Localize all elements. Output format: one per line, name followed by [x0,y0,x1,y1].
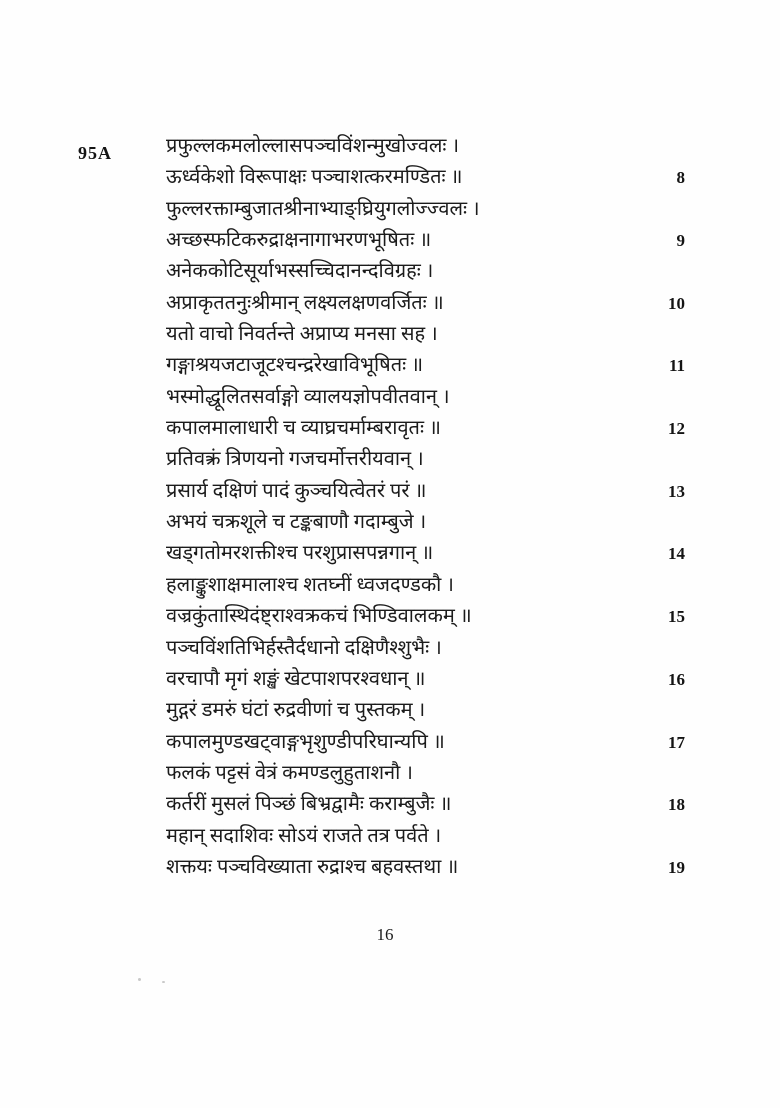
verse-number: 15 [668,607,685,627]
verse-number: 14 [668,544,685,564]
page-number: 16 [376,925,394,944]
scan-speck [138,978,141,981]
verse-line [166,601,685,632]
verse-text: अनेककोटिसूर्याभस्सच्चिदानन्दविग्रहः । [166,260,434,283]
verse-line [166,256,685,287]
verse-text: मुद्गरं डमरुं घंटां रुद्रवीणां च पुस्तकम् । [166,699,426,722]
verse-number: 19 [668,857,685,877]
verse-line [166,225,685,256]
verse-text: ऊर्ध्वकेशो विरूपाक्षः पञ्चाशत्करमण्डितः ॥ [166,166,463,189]
verse-text: कपालमुण्डखट्वाङ्गभृशुण्डीपरिघान्यपि ॥ [166,730,445,753]
verse-number: 8 [676,168,685,188]
verse-line [166,538,685,569]
verse-text: गङ्गाश्रयजटाजूटश्चन्द्ररेखाविभूषितः ॥ [166,354,424,377]
verse-text: प्रतिवक्त्रं त्रिणयनो गजचर्मोत्तरीयवान् । [166,448,424,471]
verse-line [166,664,685,695]
verse-line [166,162,685,193]
verse-line [166,319,685,350]
verse-line [166,852,685,883]
verse-text: कपालमालाधारी च व्याघ्रचर्माम्बरावृतः ॥ [166,417,441,440]
scan-speck [162,981,165,983]
verse-line [166,507,685,538]
verse-text: यतो वाचो निवर्तन्ते अप्राप्य मनसा सह । [166,323,438,346]
verse-text: भस्मोद्धूलितसर्वाङ्गो व्यालयज्ञोपवीतवान् । [166,385,450,408]
verse-number: 9 [676,231,685,251]
verse-line [166,194,685,225]
verse-line [166,476,685,507]
verse-text: प्रफुल्लकमलोल्लासपञ्चविंशन्मुखोज्वलः । [166,135,460,157]
verse-line [166,444,685,475]
verse-line [166,413,685,444]
verse-line [166,288,685,319]
folio-label: 95A [78,143,112,163]
verse-number: 11 [668,356,685,376]
verse-number: 13 [668,481,685,501]
verse-line [166,695,685,726]
verse-line [166,789,685,820]
verse-number: 12 [668,419,685,439]
verse-text-block [166,131,685,883]
verse-text: फलकं पट्टसं वेत्रं कमण्डलुहुताशनौ । [166,761,413,784]
verse-line [166,727,685,758]
verse-text: फुल्लरक्ताम्बुजातश्रीनाभ्याङ्घ्रियुगलोज्ज्वलः । [166,197,480,220]
verse-line [166,821,685,852]
verse-text: वज्रकुंतास्थिदंष्ट्राश्वक्रकचं भिण्डिवालकम् ॥ [166,605,472,628]
verse-number: 10 [668,293,685,313]
verse-text: कर्तरीं मुसलं पिञ्छं बिभ्रद्वामैः कराम्बुजैः ॥ [166,793,452,816]
verse-line [166,758,685,789]
verse-text: अच्छस्फटिकरुद्राक्षनागाभरणभूषितः ॥ [166,229,432,252]
verse-line [166,350,685,381]
verse-line [166,570,685,601]
verse-number: 18 [668,795,685,815]
verse-line [166,131,685,162]
verse-number: 16 [668,669,685,689]
verse-line [166,382,685,413]
verse-text: महान् सदाशिवः सोऽयं राजते तत्र पर्वते । [166,824,442,847]
verse-text: वरचापौ मृगं शङ्खं खेटपाशपरश्वधान् ॥ [166,667,426,690]
verse-number: 17 [668,732,685,752]
verse-text: अप्राकृततनुःश्रीमान् लक्ष्यलक्षणवर्जितः ॥ [166,291,444,314]
verse-text: प्रसार्य दक्षिणं पादं कुञ्चयित्वेतरं परं ॥ [166,479,427,502]
verse-text: खड्गतोमरशक्तीश्च परशुप्रासपन्नगान् ॥ [166,542,434,565]
verse-text: शक्तयः पञ्चविख्याता रुद्राश्च बहवस्तथा ॥ [166,855,459,878]
verse-text: पञ्चविंशतिभिर्हस्तैर्दधानो दक्षिणैश्शुभैः । [166,636,442,659]
verse-line [166,633,685,664]
verse-text: हलाङ्कुशाक्षमालाश्च शतघ्नीं ध्वजदण्डकौ । [166,573,454,596]
verse-text: अभयं चक्रशूले च टङ्कबाणौ गदाम्बुजे । [166,511,427,534]
